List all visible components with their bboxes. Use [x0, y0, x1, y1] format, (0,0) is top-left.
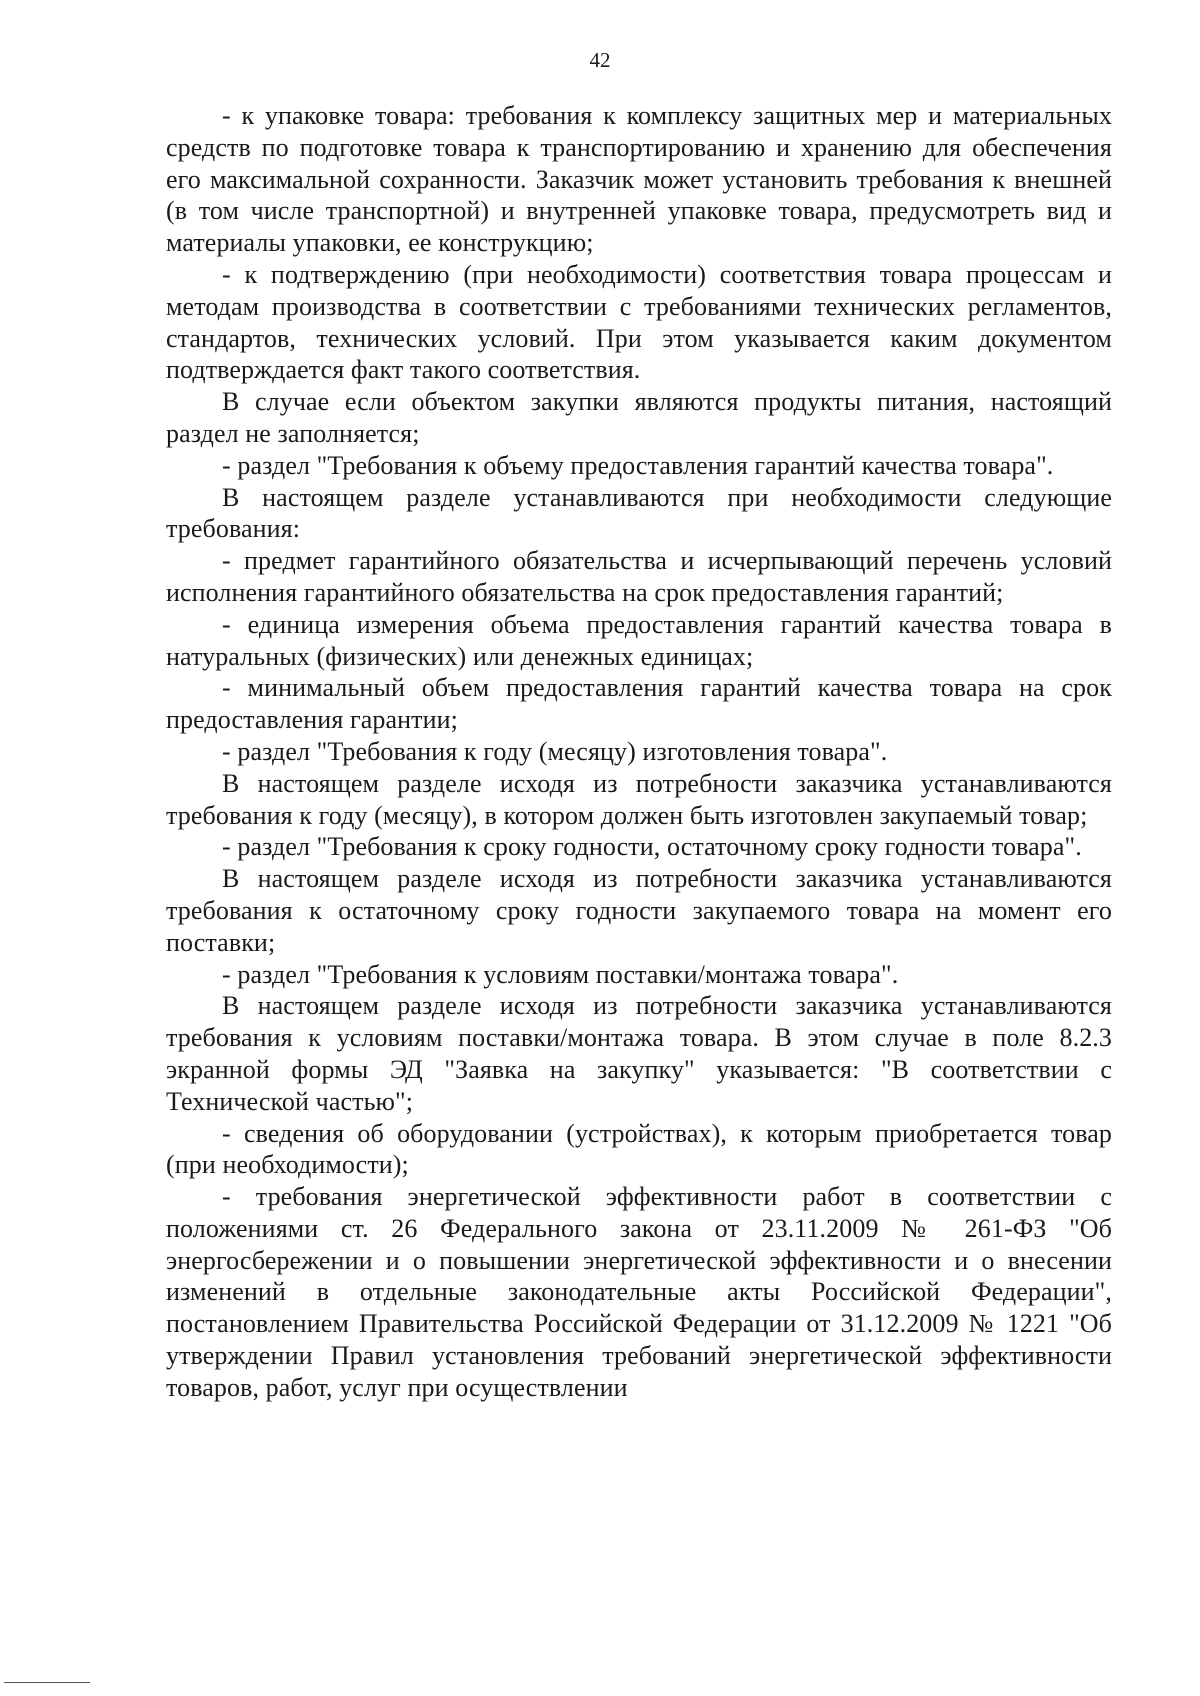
paragraph-energy-efficiency: - требования энергетической эффективности работ в соответствии с положениями ст. 26 Федерального закона от 23.11.2009 № 261-ФЗ "Об энергосбережении и о повышении энергетической эффективности и о внесении изменений в отдельные законодательные акты Российской Федерации", постановлением Правительства Российской Федерации от 31.12.2009 № 1221 "Об утверждении Правил установления требований энергетической эффективности товаров, работ, услуг при осуществлении [166, 1182, 1112, 1402]
paragraph-section-delivery: - раздел "Требования к условиям поставки/монтажа товара". [222, 959, 899, 989]
paragraph-food-products: В случае если объектом закупки являются продукты питания, настоящий раздел не заполняется; [166, 387, 1112, 448]
paragraph-equipment-info: - сведения об оборудовании (устройствах), к которым приобретается товар (при необходимости); [166, 1118, 1112, 1180]
paragraph-delivery-details: В настоящем разделе исходя из потребности заказчика устанавливаются требования к условиям поставки/монтажа товара. В этом случае в поле 8.2.3 экранной формы ЭД "Заявка на закупку" указывается: "В соответствии с Технической частью"; [166, 991, 1112, 1116]
paragraph-section-quality-guarantees: - раздел "Требования к объему предоставления гарантий качества товара". [222, 450, 1054, 480]
paragraph-guarantee-requirements-intro: В настоящем разделе устанавливаются при необходимости следующие требования: [166, 482, 1112, 544]
paragraph-packaging: - к упаковке товара: требования к комплексу защитных мер и материальных средств по подготовке товара к транспортированию и хранению для обеспечения его максимальной сохранности. Заказчик может установить требования к внешней (в том числе транспортной) и внутренней упаковке товара, предусмотреть вид и материалы упаковки, ее конструкцию; [166, 101, 1112, 258]
paragraph-manufacture-year-details: В настоящем разделе исходя из потребности заказчика устанавливаются требования к году (месяцу), в котором должен быть изготовлен закупаемый товар; [166, 768, 1112, 830]
body-text [166, 100, 1112, 1404]
paragraph-guarantee-unit: - единица измерения объема предоставления гарантий качества товара в натуральных (физических) или денежных единицах; [166, 609, 1112, 671]
paragraph-conformity-confirmation: - к подтверждению (при необходимости) соответствия товара процессам и методам производства в соответствии с требованиями технических регламентов, стандартов, технических условий. При этом указывается каким документом подтверждается факт такого соответствия. [166, 259, 1112, 385]
paragraph-guarantee-minimum: - минимальный объем предоставления гарантий качества товара на срок предоставления гарантии; [166, 673, 1112, 735]
paragraph-shelf-life-details: В настоящем разделе исходя из потребности заказчика устанавливаются требования к остаточному сроку годности закупаемого товара на момент его поставки; [166, 864, 1112, 957]
page-number: 42 [589, 48, 611, 72]
paragraph-section-manufacture-year: - раздел "Требования к году (месяцу) изготовления товара". [222, 736, 888, 766]
paragraph-guarantee-subject: - предмет гарантийного обязательства и исчерпывающий перечень условий исполнения гарантийного обязательства на срок предоставления гарантий; [166, 546, 1112, 607]
paragraph-section-shelf-life: - раздел "Требования к сроку годности, остаточному сроку годности товара". [222, 832, 1082, 862]
scan-edge-mark [4, 1682, 90, 1683]
